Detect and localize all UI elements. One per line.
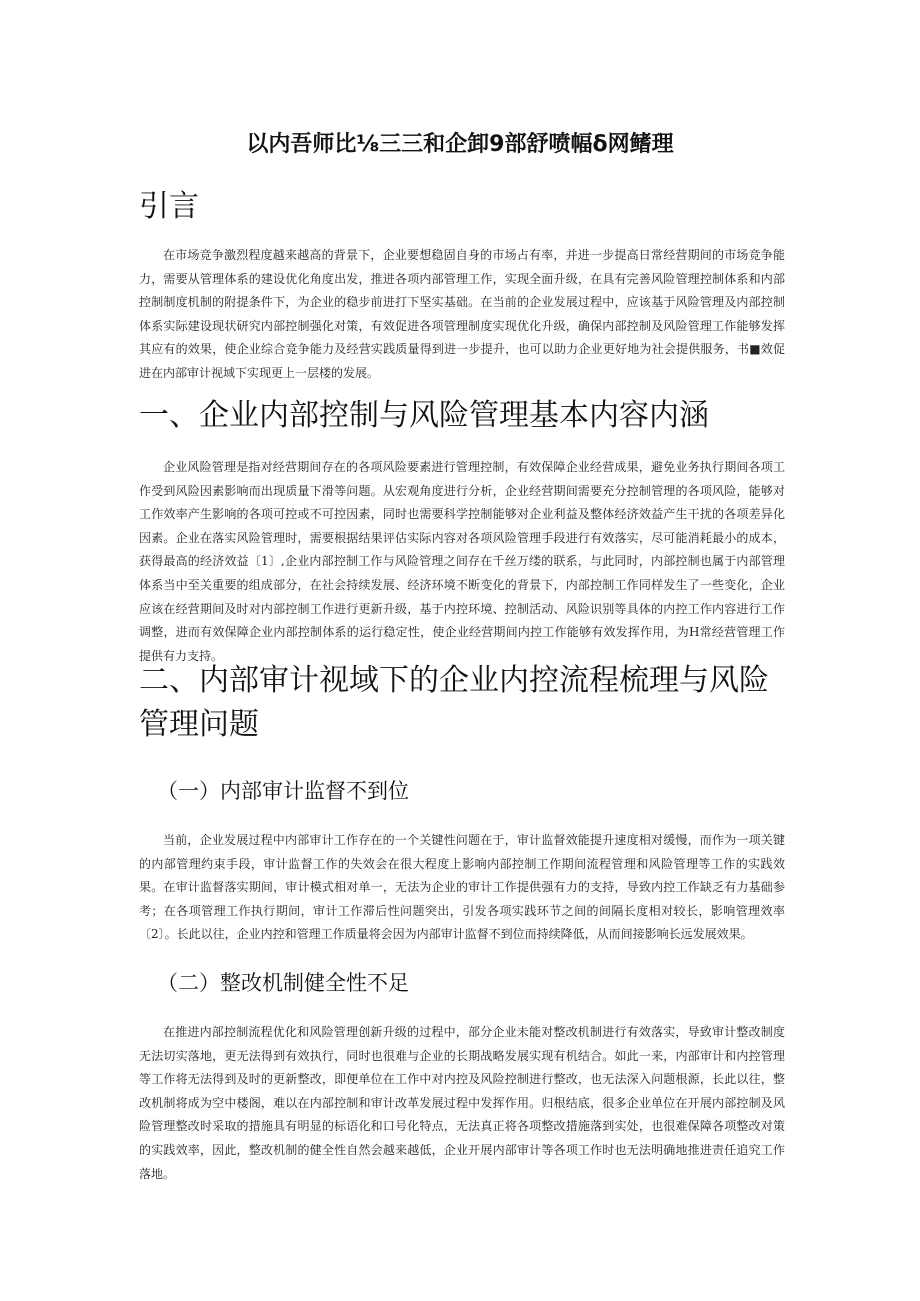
document-title: 以内吾师比⅛三三和企卸9部舒喷幅δ网鳍理 xyxy=(246,132,674,157)
section-heading-intro: 引言 xyxy=(139,189,199,224)
subsection-paragraph-2-2: 在推进内部控制流程优化和风险管理创新升级的过程中，部分企业未能对整改机制进行有效落实，导致审计整改制度无法切实落地，更无法得到有效执行，同时也很难与企业的长期战略发展实现有机结合。如此一来，内部审计和内控管理等工作将无法得到及时的更新整改，即便单位在工作中对内控及风险控制进行整改，也无法深入问题根源，长此以往，整改机制将成为空中楼阁，难以在内部控制和审计改革发展过程中发挥作用。归根结底，很多企业单位在开展内部控制及风险管理整改时采取的措施具有明显的标语化和口号化特点，无法真正将各项整改措施落到实处，也很难保障各项整改对策的实践效率，因此，整改机制的健全性自然会越来越低，企业开展内部审计等各项工作时也无法明确地推进责任追究工作落地。 xyxy=(139,1025,785,1181)
section-paragraph-intro: 在市场竞争激烈程度越来越高的背景下，企业要想稳固自身的市场占有率，并进一步提高日常经营期间的市场竞争能力，需要从管理体系的建设优化角度出发，推进各项内部管理工作，实现全面升级，在具有完善风险管理控制体系和内部控制制度机制的附提条件下，为企业的稳步前进打下坚实基础。在当前的企业发展过程中，应该基于风险管理及内部控制体系实际建设现状研究内部控制强化对策，有效促进各项管理制度实现优化升级，确保内部控制及风险管理工作能够发挥其应有的效果，使企业综合竞争能力及经营实践质量得到进一步提升，也可以助力企业更好地为社会提供服务，书■效促进在内部审计视域下实现更上一层楼的发展。 xyxy=(139,248,785,380)
subsection-heading-2-2: （二）整改机制健全性不足 xyxy=(157,971,409,995)
subsection-heading-2-1: （一）内部审计监督不到位 xyxy=(157,779,409,803)
section-heading-1: 一、企业内部控制与风险管理基本内容内涵 xyxy=(139,398,709,433)
subsection-paragraph-2-1: 当前，企业发展过程中内部审计工作存在的一个关键性问题在于，审计监督效能提升速度相对缓慢，而作为一项关键的内部管理约束手段，审计监督工作的失效会在很大程度上影响内部控制工作期间流程管理和风险管理等工作的实践效果。在审计监督落实期间，审计模式相对单一，无法为企业的审计工作提供强有力的支持，导致内控工作缺乏有力基础参考；在各项管理工作执行期间，审计工作滞后性问题突出，引发各项实践环节之间的间隔长度相对较长，影响管理效率〔2〕。长此以往，企业内控和管理工作质量将会因为内部审计监督不到位而持续降低，从而间接影响长远发展效果。 xyxy=(139,833,785,942)
section-paragraph-1: 企业风险管理是指对经营期间存在的各项风险要素进行管理控制，有效保障企业经营成果，避免业务执行期间各项工作受到风险因素影响而出现质量下滑等问题。从宏观角度进行分析，企业经营期间需要充分控制管理的各项风险，能够对工作效率产生影响的各项可控或不可控因素，同时也需要科学控制能够对企业利益及整体经济效益产生干扰的各项差异化因素。企业在落实风险管理时，需要根据结果评估实际内容对各项风险管理手段进行有效落实，尽可能消耗最小的成本，获得最高的经济效益〔1〕,企业内部控制工作与风险管理之间存在千丝万缕的联系，与此同时，内部控制也属于内部管理体系当中至关重要的组成部分，在社会持续发展、经济环境不断变化的背景下，内部控制工作同样发生了一些变化，企业应该在经营期间及时对内部控制工作进行更新升级，基于内控环境、控制活动、风险识别等具体的内控工作内容进行工作调整，进而有效保障企业内部控制体系的运行稳定性，使企业经营期间内控工作能够有效发挥作用，为H常经营管理工作提供有力支持。 xyxy=(139,460,785,663)
section-heading-2: 二、内部审计视域下的企业内控流程梳理与风险管理问题 xyxy=(139,663,769,742)
